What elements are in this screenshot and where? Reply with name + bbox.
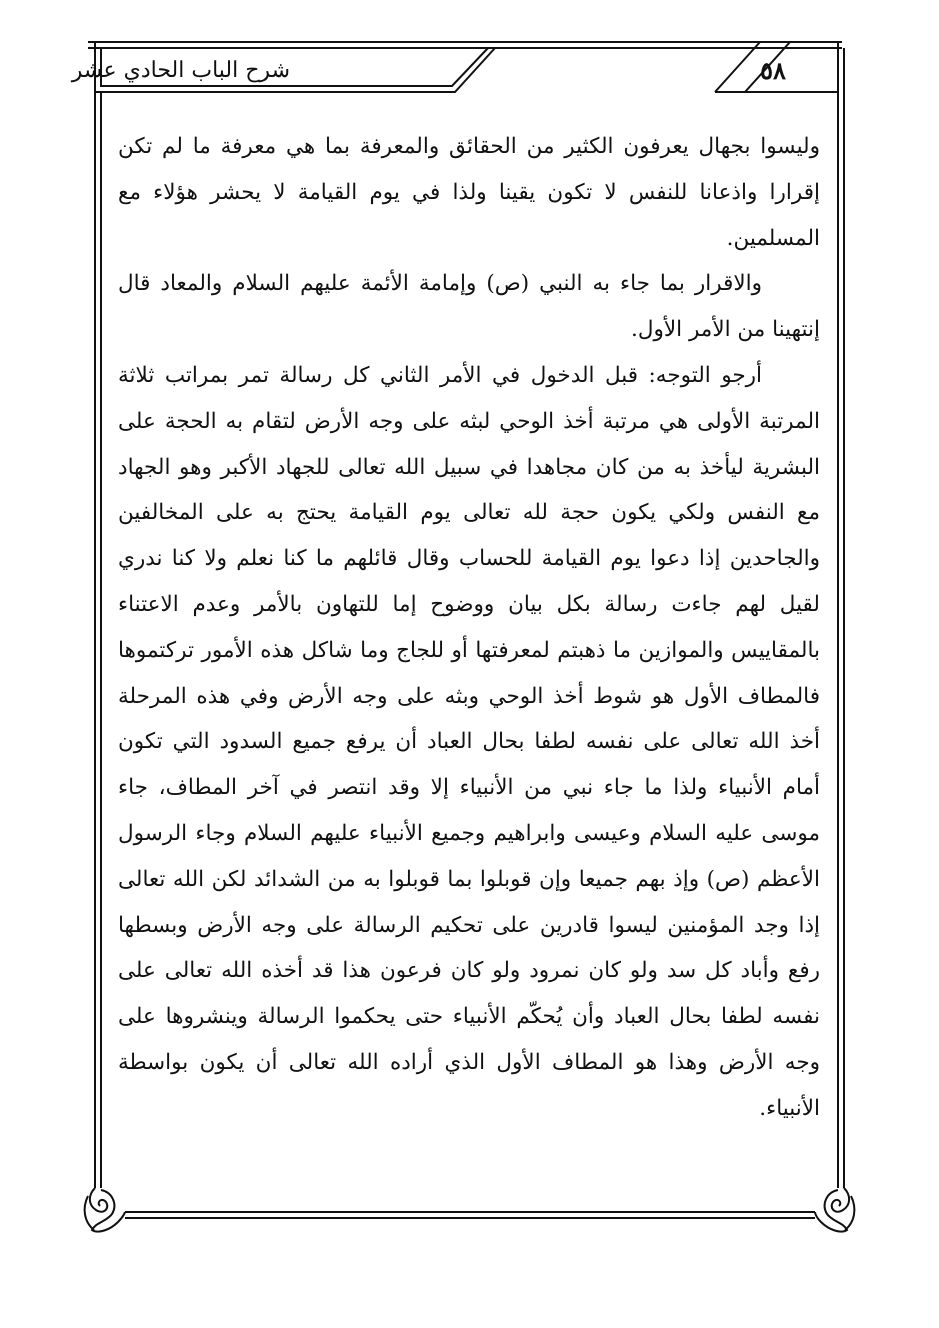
paragraph-2: والاقرار بما جاء به النبي (ص) وإمامة الأئمة عليهم السلام والمعاد قال إنتهينا من الأمر الأول. [118,271,820,343]
corner-ornament-left [85,1188,125,1232]
body-text [118,124,820,1132]
page-number: ٥٨ [760,56,786,85]
corner-ornament-right [815,1188,854,1232]
running-header-title: شرح الباب الحادي عشر [71,58,290,83]
paragraph-1: وليسوا بجهال يعرفون الكثير من الحقائق والمعرفة بما هي معرفة ما لم تكن إقرارا واذعانا للنفس لا تكون يقينا ولذا في يوم القيامة لا يحشر هؤلاء مع المسلمين. [118,134,820,251]
paragraph-3: أرجو التوجه: قبل الدخول في الأمر الثاني كل رسالة تمر بمراتب ثلاثة المرتبة الأولى هي مرتبة أخذ الوحي لبثه على وجه الأرض لتقام به الحجة على البشرية ليأخذ به من كان مجاهدا في سبيل الله تعالى للجهاد الأكبر وهو الجهاد مع النفس ولكي يكون حجة لله تعالى يوم القيامة يحتج به على المخالفين والجاحدين إذا دعوا يوم القيامة للحساب وقال قائلهم ما كنا نعلم ولا كنا ندري لقيل لهم جاءت رسالة بكل بيان ووضوح إما للتهاون بالأمر وعدم الاعتناء بالمقاييس والموازين ما ذهبتم لمعرفتها أو للجاج وما شاكل هذه الأمور تركتموها فالمطاف الأول هو شوط أخذ الوحي وبثه على وجه الأرض وفي هذه المرحلة أخذ الله تعالى على نفسه لطفا بحال العباد أن يرفع جميع السدود التي تكون أمام الأنبياء ولذا ما جاء نبي من الأنبياء إلا وقد انتصر في آخر المطاف، جاء موسى عليه السلام وعيسى وابراهيم وجميع الأنبياء عليهم السلام وجاء الرسول الأعظم (ص) وإذ بهم جميعا وإن قوبلوا بما قوبلوا به من الشدائد لكن الله تعالى إذا وجد المؤمنين ليسوا قادرين على تحكيم الرسالة على وجه الأرض وبسطها رفع وأباد كل سد ولو كان نمرود ولو كان فرعون هذا قد أخذه الله تعالى على نفسه لطفا بحال العباد وأن يُحكّم الأنبياء حتى يحكموا الرسالة وينشروها على وجه الأرض وهذا هو المطاف الأول الذي أراده الله تعالى أن يكون بواسطة الأنبياء. [118,362,820,1121]
